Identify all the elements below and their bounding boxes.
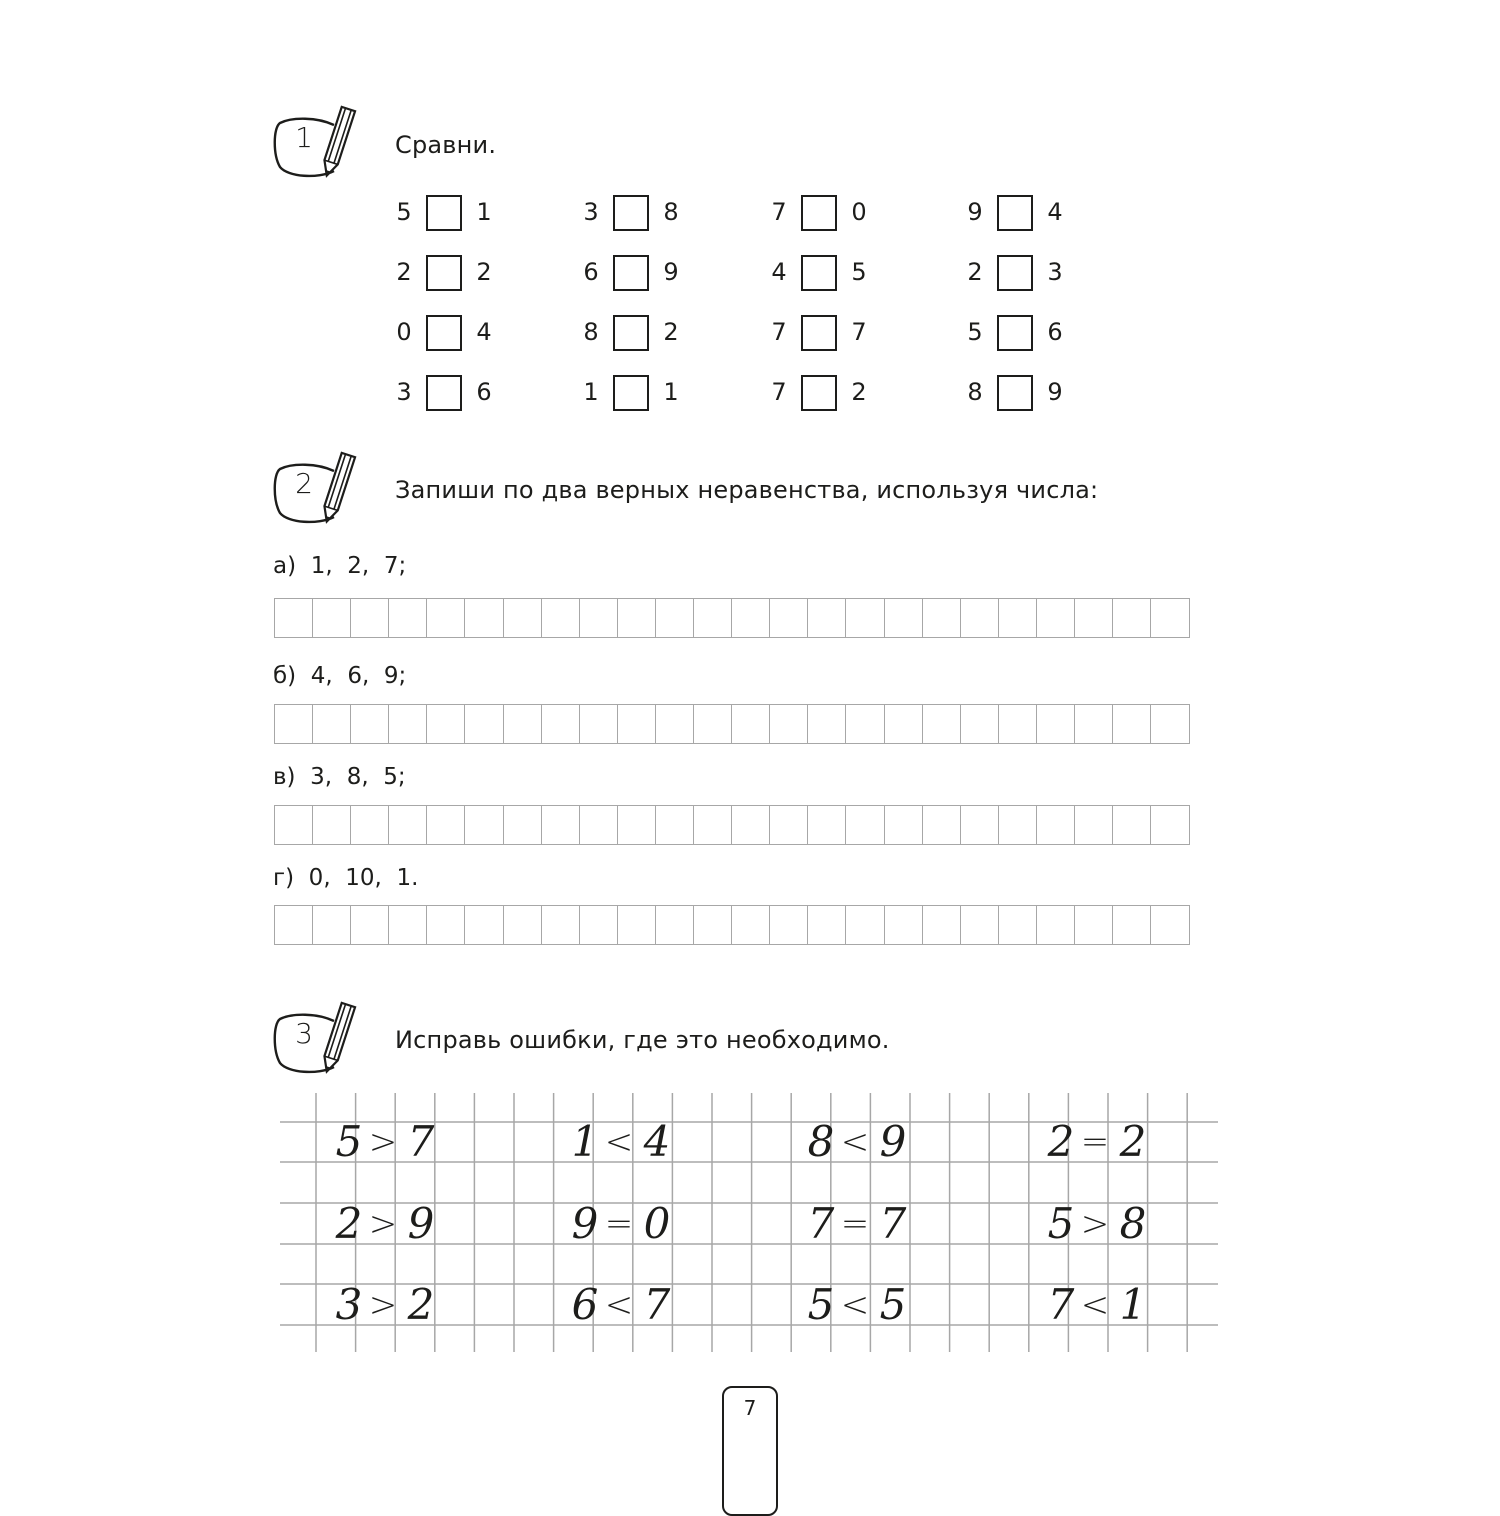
- compare-left-number: 1: [583, 378, 599, 406]
- compare-left-number: 6: [583, 258, 599, 286]
- inequality-right-number: 7: [407, 1117, 435, 1166]
- compare-right-number: 1: [663, 378, 679, 406]
- answer-cell[interactable]: [960, 905, 1000, 945]
- subtask-label: б) 4, 6, 9;: [273, 663, 407, 689]
- compare-right-number: 7: [851, 318, 867, 346]
- answer-cell[interactable]: [541, 905, 581, 945]
- answer-cell[interactable]: [464, 905, 504, 945]
- inequality-right-number: 5: [879, 1280, 907, 1329]
- inequality-sign: >: [1080, 1204, 1110, 1244]
- compare-sign-box[interactable]: [801, 195, 837, 231]
- compare-right-number: 0: [851, 198, 867, 226]
- answer-cell[interactable]: [769, 905, 809, 945]
- compare-right-number: 8: [663, 198, 679, 226]
- answer-cell[interactable]: [731, 905, 771, 945]
- answer-cell[interactable]: [731, 805, 771, 845]
- answer-cell[interactable]: [884, 805, 924, 845]
- answer-cell[interactable]: [388, 704, 428, 744]
- compare-right-number: 1: [476, 198, 492, 226]
- compare-right-number: 9: [1047, 378, 1063, 406]
- compare-sign-box[interactable]: [426, 255, 462, 291]
- answer-cell[interactable]: [579, 704, 619, 744]
- answer-cell[interactable]: [426, 905, 466, 945]
- answer-cell[interactable]: [1150, 598, 1190, 638]
- answer-cell[interactable]: [1074, 805, 1114, 845]
- answer-cell[interactable]: [922, 598, 962, 638]
- answer-cell[interactable]: [655, 805, 695, 845]
- answer-cells-row: [274, 905, 1190, 945]
- inequality-sign: <: [1080, 1285, 1110, 1325]
- answer-cells-row: [274, 598, 1190, 638]
- answer-cell[interactable]: [1074, 598, 1114, 638]
- answer-cell[interactable]: [1112, 805, 1152, 845]
- inequality-sign: <: [840, 1285, 870, 1325]
- task-number: 3: [295, 1017, 313, 1050]
- answer-cell[interactable]: [312, 704, 352, 744]
- answer-cell[interactable]: [388, 805, 428, 845]
- inequality-sign: >: [368, 1285, 398, 1325]
- answer-cell[interactable]: [769, 704, 809, 744]
- compare-right-number: 6: [1047, 318, 1063, 346]
- answer-cell[interactable]: [541, 704, 581, 744]
- inequality-sign: <: [604, 1285, 634, 1325]
- inequality-right-number: 4: [643, 1117, 671, 1166]
- inequality-left-number: 5: [1047, 1199, 1075, 1248]
- compare-sign-box[interactable]: [801, 255, 837, 291]
- answer-cell[interactable]: [426, 704, 466, 744]
- answer-cell[interactable]: [1112, 905, 1152, 945]
- compare-sign-box[interactable]: [801, 375, 837, 411]
- answer-cell[interactable]: [769, 805, 809, 845]
- answer-cell[interactable]: [312, 598, 352, 638]
- inequality-right-number: 9: [407, 1199, 435, 1248]
- answer-cell[interactable]: [655, 704, 695, 744]
- answer-cell[interactable]: [503, 905, 543, 945]
- answer-cell[interactable]: [693, 704, 733, 744]
- answer-cell[interactable]: [388, 905, 428, 945]
- answer-cell[interactable]: [998, 598, 1038, 638]
- compare-sign-box[interactable]: [997, 375, 1033, 411]
- answer-cell[interactable]: [960, 598, 1000, 638]
- answer-cell[interactable]: [350, 598, 390, 638]
- compare-sign-box[interactable]: [997, 195, 1033, 231]
- answer-cell[interactable]: [1036, 704, 1076, 744]
- inequality-left-number: 1: [571, 1117, 599, 1166]
- compare-right-number: 6: [476, 378, 492, 406]
- inequality-left-number: 8: [807, 1117, 835, 1166]
- subtask-label: в) 3, 8, 5;: [273, 764, 406, 790]
- inequality-right-number: 1: [1119, 1280, 1147, 1329]
- compare-right-number: 2: [851, 378, 867, 406]
- compare-right-number: 5: [851, 258, 867, 286]
- inequality-left-number: 6: [571, 1280, 599, 1329]
- task-1-badge: [272, 103, 364, 181]
- compare-left-number: 7: [771, 318, 787, 346]
- answer-cell[interactable]: [274, 905, 314, 945]
- answer-cell[interactable]: [922, 805, 962, 845]
- page-number-tab: [722, 1386, 778, 1516]
- task-number: 1: [295, 121, 313, 154]
- task-1-title: Сравни.: [395, 131, 497, 159]
- answer-cell[interactable]: [1036, 905, 1076, 945]
- answer-cell[interactable]: [998, 805, 1038, 845]
- inequality-sign: <: [840, 1122, 870, 1162]
- inequality-right-number: 7: [643, 1280, 671, 1329]
- compare-sign-box[interactable]: [613, 315, 649, 351]
- answer-cell[interactable]: [617, 905, 657, 945]
- answer-cell[interactable]: [426, 805, 466, 845]
- compare-left-number: 7: [771, 198, 787, 226]
- answer-cell[interactable]: [884, 598, 924, 638]
- inequality-right-number: 8: [1119, 1199, 1147, 1248]
- answer-cell[interactable]: [541, 805, 581, 845]
- answer-cell[interactable]: [960, 805, 1000, 845]
- task-2-title: Запиши по два верных неравенства, используя числа:: [395, 476, 1099, 504]
- answer-cell[interactable]: [922, 905, 962, 945]
- inequality-sign: =: [604, 1204, 634, 1244]
- answer-cell[interactable]: [503, 704, 543, 744]
- inequality-left-number: 9: [571, 1199, 599, 1248]
- answer-cell[interactable]: [960, 704, 1000, 744]
- compare-left-number: 8: [967, 378, 983, 406]
- answer-cell[interactable]: [274, 598, 314, 638]
- task-number: 2: [295, 467, 313, 500]
- task-3-title: Исправь ошибки, где это необходимо.: [395, 1026, 890, 1054]
- compare-sign-box[interactable]: [426, 315, 462, 351]
- inequality-left-number: 2: [1047, 1117, 1075, 1166]
- compare-right-number: 3: [1047, 258, 1063, 286]
- inequality-left-number: 5: [335, 1117, 363, 1166]
- answer-cell[interactable]: [731, 598, 771, 638]
- inequality-right-number: 2: [1119, 1117, 1147, 1166]
- answer-cell[interactable]: [693, 905, 733, 945]
- answer-cell[interactable]: [845, 905, 885, 945]
- compare-left-number: 5: [967, 318, 983, 346]
- compare-right-number: 2: [476, 258, 492, 286]
- answer-cell[interactable]: [845, 598, 885, 638]
- compare-sign-box[interactable]: [997, 255, 1033, 291]
- answer-cell[interactable]: [579, 905, 619, 945]
- answer-cell[interactable]: [350, 805, 390, 845]
- answer-cell[interactable]: [579, 598, 619, 638]
- answer-cell[interactable]: [884, 905, 924, 945]
- compare-left-number: 3: [583, 198, 599, 226]
- answer-cell[interactable]: [350, 905, 390, 945]
- answer-cell[interactable]: [807, 905, 847, 945]
- compare-sign-box[interactable]: [613, 195, 649, 231]
- answer-cell[interactable]: [579, 805, 619, 845]
- answer-cell[interactable]: [807, 805, 847, 845]
- answer-cell[interactable]: [426, 598, 466, 638]
- answer-cell[interactable]: [464, 805, 504, 845]
- answer-cell[interactable]: [1150, 704, 1190, 744]
- compare-left-number: 2: [967, 258, 983, 286]
- inequality-sign: >: [368, 1122, 398, 1162]
- compare-sign-box[interactable]: [426, 375, 462, 411]
- inequality-sign: =: [840, 1204, 870, 1244]
- compare-sign-box[interactable]: [426, 195, 462, 231]
- answer-cell[interactable]: [731, 704, 771, 744]
- inequality-left-number: 7: [807, 1199, 835, 1248]
- answer-cell[interactable]: [503, 598, 543, 638]
- compare-right-number: 2: [663, 318, 679, 346]
- compare-right-number: 9: [663, 258, 679, 286]
- inequality-left-number: 2: [335, 1199, 363, 1248]
- answer-cell[interactable]: [845, 805, 885, 845]
- answer-cell[interactable]: [350, 704, 390, 744]
- answer-cell[interactable]: [541, 598, 581, 638]
- answer-cells-row: [274, 704, 1190, 744]
- answer-cell[interactable]: [1036, 805, 1076, 845]
- compare-left-number: 7: [771, 378, 787, 406]
- compare-left-number: 5: [396, 198, 412, 226]
- compare-sign-box[interactable]: [997, 315, 1033, 351]
- inequality-sign: <: [604, 1122, 634, 1162]
- compare-sign-box[interactable]: [613, 375, 649, 411]
- answer-cell[interactable]: [922, 704, 962, 744]
- answer-cell[interactable]: [693, 805, 733, 845]
- inequality-sign: =: [1080, 1122, 1110, 1162]
- subtask-label: а) 1, 2, 7;: [273, 553, 407, 579]
- compare-left-number: 3: [396, 378, 412, 406]
- compare-sign-box[interactable]: [801, 315, 837, 351]
- answer-cell[interactable]: [884, 704, 924, 744]
- subtask-label: г) 0, 10, 1.: [273, 865, 419, 891]
- answer-cell[interactable]: [1150, 805, 1190, 845]
- compare-right-number: 4: [476, 318, 492, 346]
- answer-cell[interactable]: [388, 598, 428, 638]
- answer-cell[interactable]: [312, 805, 352, 845]
- inequality-right-number: 2: [407, 1280, 435, 1329]
- page-number: 7: [743, 1396, 757, 1420]
- answer-cell[interactable]: [845, 704, 885, 744]
- answer-cell[interactable]: [1036, 598, 1076, 638]
- compare-left-number: 4: [771, 258, 787, 286]
- compare-left-number: 0: [396, 318, 412, 346]
- answer-cell[interactable]: [464, 598, 504, 638]
- answer-cell[interactable]: [693, 598, 733, 638]
- answer-cell[interactable]: [769, 598, 809, 638]
- compare-left-number: 9: [967, 198, 983, 226]
- inequality-left-number: 3: [335, 1280, 363, 1329]
- compare-left-number: 8: [583, 318, 599, 346]
- inequality-right-number: 9: [879, 1117, 907, 1166]
- task-3-badge: [272, 999, 364, 1077]
- compare-left-number: 2: [396, 258, 412, 286]
- answer-cell[interactable]: [998, 704, 1038, 744]
- answer-cell[interactable]: [1112, 704, 1152, 744]
- inequality-right-number: 7: [879, 1199, 907, 1248]
- inequality-right-number: 0: [643, 1199, 671, 1248]
- answer-cells-row: [274, 805, 1190, 845]
- answer-cell[interactable]: [274, 704, 314, 744]
- answer-cell[interactable]: [807, 704, 847, 744]
- answer-cell[interactable]: [503, 805, 543, 845]
- answer-cell[interactable]: [464, 704, 504, 744]
- answer-cell[interactable]: [617, 805, 657, 845]
- answer-cell[interactable]: [655, 905, 695, 945]
- answer-cell[interactable]: [998, 905, 1038, 945]
- compare-sign-box[interactable]: [613, 255, 649, 291]
- answer-cell[interactable]: [1074, 704, 1114, 744]
- inequality-left-number: 5: [807, 1280, 835, 1329]
- compare-right-number: 4: [1047, 198, 1063, 226]
- answer-cell[interactable]: [807, 598, 847, 638]
- inequality-left-number: 7: [1047, 1280, 1075, 1329]
- answer-cell[interactable]: [1150, 905, 1190, 945]
- answer-cell[interactable]: [274, 805, 314, 845]
- answer-cell[interactable]: [655, 598, 695, 638]
- task-2-badge: [272, 449, 364, 527]
- answer-cell[interactable]: [1112, 598, 1152, 638]
- answer-cell[interactable]: [312, 905, 352, 945]
- inequality-sign: >: [368, 1204, 398, 1244]
- answer-cell[interactable]: [617, 704, 657, 744]
- answer-cell[interactable]: [617, 598, 657, 638]
- answer-cell[interactable]: [1074, 905, 1114, 945]
